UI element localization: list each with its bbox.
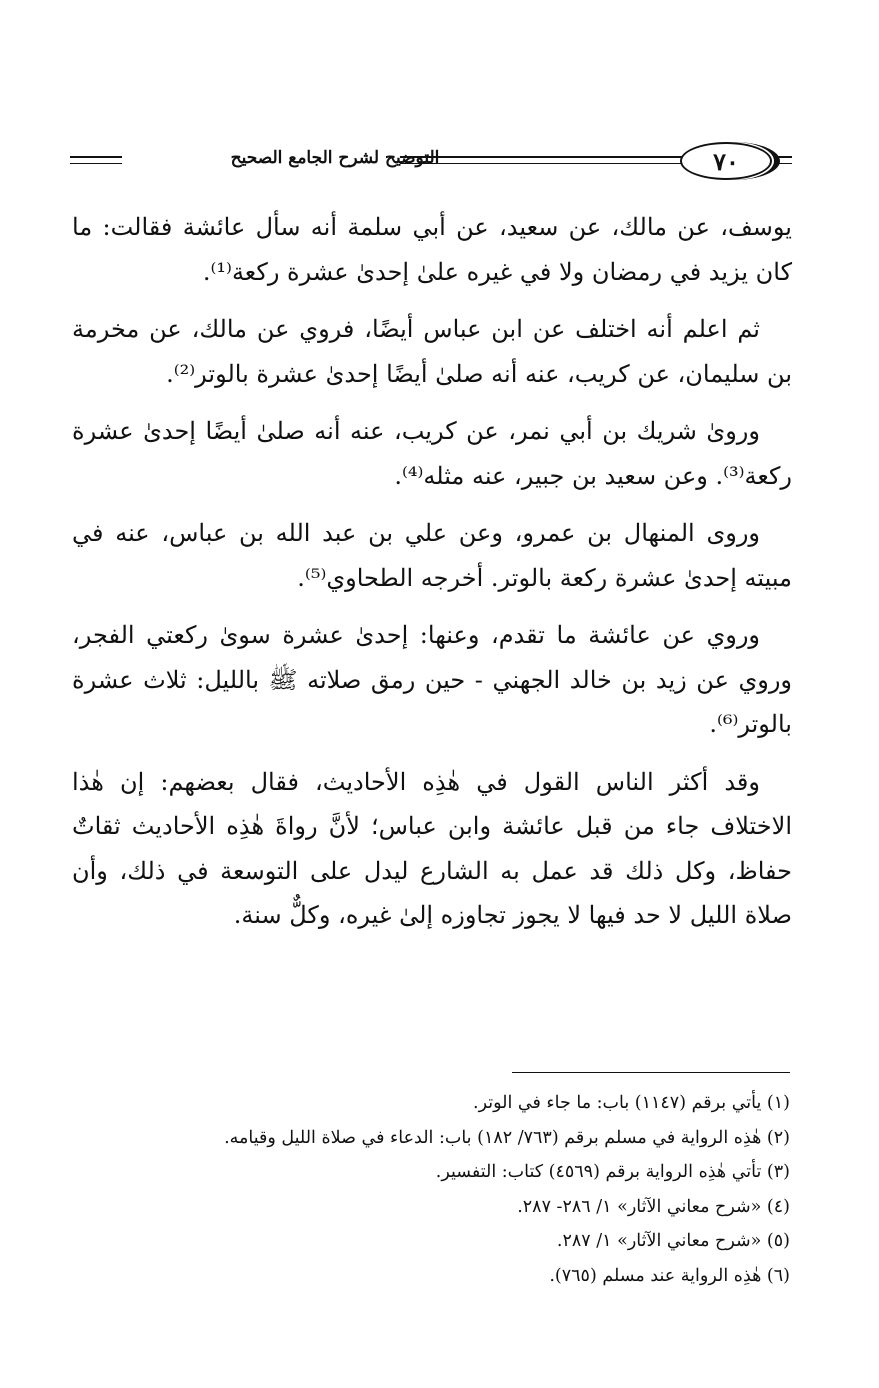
paragraph-4: وروى المنهال بن عمرو، وعن علي بن عبد الله بن عباس، عنه في مبيته إحدىٰ عشرة ركعة بالوتر. أخرجه الطحاوي⁽⁵⁾. — [72, 519, 792, 592]
footnote-3: (٣) تأتي هٰذِه الرواية برقم (٤٥٦٩) كتاب: التفسير. — [435, 1162, 790, 1182]
footnote-separator — [512, 1072, 790, 1073]
header-rule-middle — [400, 156, 682, 158]
header-rule-right-thin — [778, 163, 792, 164]
paragraph-1: يوسف، عن مالك، عن سعيد، عن أبي سلمة أنه سأل عائشة فقالت: ما كان يزيد في رمضان ولا في غيره علىٰ إحدىٰ عشرة ركعة⁽¹⁾. — [72, 213, 792, 286]
running-title: التوضيح لشرح الجامع الصحيح — [230, 148, 440, 168]
page-header — [70, 140, 792, 184]
header-rule-left-thin — [70, 163, 122, 164]
footnote-6: (٦) هٰذِه الرواية عند مسلم (٧٦٥). — [549, 1265, 790, 1286]
paragraph-2: ثم اعلم أنه اختلف عن ابن عباس أيضًا، فروي عن مالك، عن مخرمة بن سليمان، عن كريب، عنه أنه صلىٰ أيضًا إحدىٰ عشرة بالوتر⁽²⁾. — [72, 315, 792, 388]
footnote-4: (٤) «شرح معاني الآثار» ١/ ٢٨٦- ٢٨٧. — [517, 1196, 790, 1217]
paragraph-3: وروىٰ شريك بن أبي نمر، عن كريب، عنه أنه صلىٰ أيضًا إحدىٰ عشرة ركعة⁽³⁾. وعن سعيد بن جبير، عنه مثله⁽⁴⁾. — [72, 417, 792, 490]
main-text — [72, 205, 792, 951]
footnote-1: (١) يأتي برقم (١١٤٧) باب: ما جاء في الوتر. — [473, 1093, 790, 1113]
header-rule-left — [70, 156, 122, 158]
footnote-5: (٥) «شرح معاني الآثار» ١/ ٢٨٧. — [556, 1231, 790, 1251]
paragraph-5: وروي عن عائشة ما تقدم، وعنها: إحدىٰ عشرة سوىٰ ركعتي الفجر، وروي عن زيد بن خالد الجهني - حين رمق صلاته ﷺ بالليل: ثلاث عشرة بالوتر⁽⁶⁾. — [72, 621, 792, 738]
header-rule-right — [778, 156, 792, 158]
footnote-2: (٢) هٰذِه الرواية في مسلم برقم (٧٦٣/ ١٨٢) باب: الدعاء في صلاة الليل وقيامه. — [224, 1127, 790, 1148]
footnotes — [72, 1086, 790, 1293]
paragraph-6: وقد أكثر الناس القول في هٰذِه الأحاديث، فقال بعضهم: إن هٰذا الاختلاف جاء من قبل عائشة وابن عباس؛ لأنَّ رواةَ هٰذِه الأحاديث ثقاتٌ حفاظ، وكل ذلك قد عمل به الشارع ليدل على التوسعة في ذلك، وأن صلاة الليل لا حد فيها لا يجوز تجاوزه إلىٰ غيره، وكلٌّ سنة. — [72, 767, 792, 929]
header-rule-middle-thin — [400, 163, 682, 164]
page-number: ٧٠ — [680, 142, 772, 180]
